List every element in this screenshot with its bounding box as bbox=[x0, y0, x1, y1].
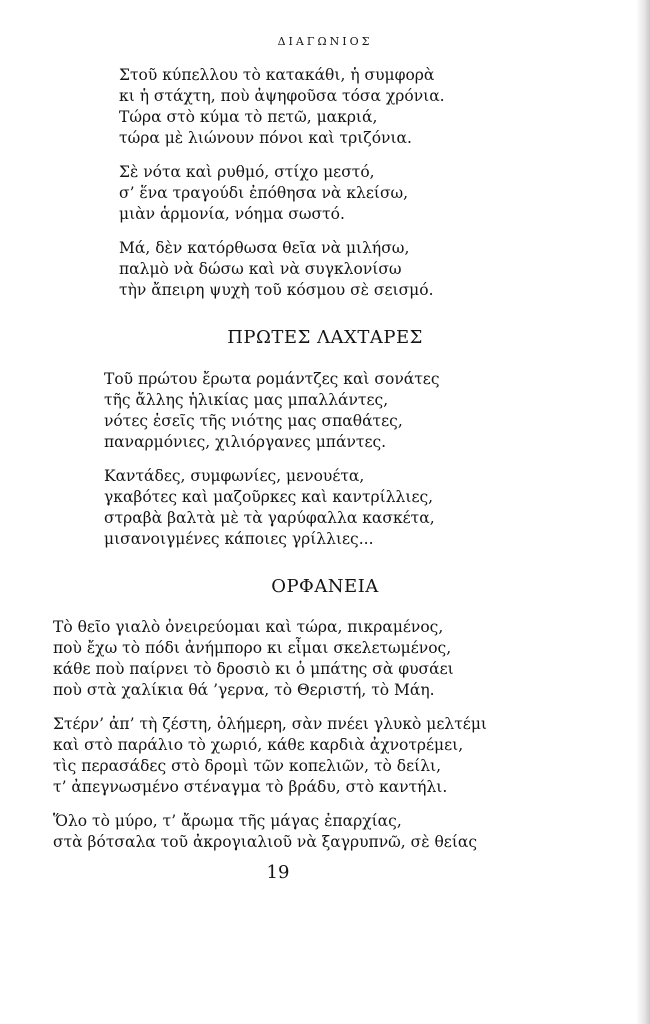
poem-line: Στοῦ κύπελλου τὸ κατακάθι, ἡ συμφορὰ bbox=[119, 66, 435, 84]
poem-line: ποὺ στὰ χαλίκια θά ’γερνα, τὸ Θεριστή, τὸ Μάη. bbox=[53, 681, 435, 699]
poem-line: τῆς ἄλλης ἡλικίας μας μπαλλάντες, bbox=[104, 391, 389, 409]
poem-line: παναρμόνιες, χιλιόργανες μπάντες. bbox=[104, 433, 387, 451]
poem-line: Στέρν’ ἀπ’ τὴ ζέστη, ὁλήμερη, σὰν πνέει γλυκὸ μελτέμι bbox=[53, 715, 487, 733]
poem-line: τ’ ἀπεγνωσμένο στέναγμα τὸ βράδυ, στὸ καντήλι. bbox=[53, 778, 448, 796]
poem-line: Σὲ νότα καὶ ρυθμό, στίχο μεστό, bbox=[119, 163, 375, 181]
poem-line: ποὺ ἔχω τὸ πόδι ἀνήμπορο κι εἶμαι σκελετωμένος, bbox=[53, 639, 452, 657]
poem-line: Μά, δὲν κατόρθωσα θεῖα νὰ μιλήσω, bbox=[119, 239, 410, 257]
poem-title: ΟΡΦΑΝΕΙΑ bbox=[271, 576, 379, 597]
poem-line: Τώρα στὸ κύμα τὸ πετῶ, μακριά, bbox=[119, 108, 378, 126]
running-head: ΔΙΑΓΩΝΙΟΣ bbox=[277, 35, 373, 48]
poem-line: μισανοιγμένες κάποιες γρίλλιες... bbox=[104, 530, 374, 548]
poem-line: μιὰν ἁρμονία, νόημα σωστό. bbox=[119, 205, 345, 223]
poem-line: στραβὰ βαλτὰ μὲ τὰ γαρύφαλλα κασκέτα, bbox=[104, 509, 435, 527]
poem-line: τὴν ἄπειρη ψυχὴ τοῦ κόσμου σὲ σεισμό. bbox=[119, 281, 434, 299]
poem-line: Καντάδες, συμφωνίες, μενουέτα, bbox=[104, 467, 365, 485]
poem-line: κι ἡ στάχτη, ποὺ ἀψηφοῦσα τόσα χρόνια. bbox=[119, 87, 445, 105]
poem-line: καὶ στὸ παράλιο τὸ χωριό, κάθε καρδιὰ ἀχνοτρέμει, bbox=[53, 736, 464, 754]
poem-title: ΠΡΩΤΕΣ ΛΑΧΤΑΡΕΣ bbox=[227, 327, 423, 348]
poem-line: Τοῦ πρώτου ἔρωτα ρομάντζες καὶ σονάτες bbox=[104, 370, 440, 388]
poem-line: στὰ βότσαλα τοῦ ἀκρογιαλιοῦ νὰ ξαγρυπνῶ, σὲ θείας bbox=[53, 833, 478, 851]
poem-line: τὶς περασάδες στὸ δρομὶ τῶν κοπελιῶν, τὸ δείλι, bbox=[53, 757, 442, 775]
poem-line: Τὸ θεῖο γιαλὸ ὀνειρεύομαι καὶ τώρα, πικραμένος, bbox=[53, 618, 444, 636]
poem-line: νότες ἐσεῖς τῆς νιότης μας σπαθάτες, bbox=[104, 412, 403, 430]
poem-line: Ὅλο τὸ μύρο, τ’ ἄρωμα τῆς μάγας ἐπαρχίας, bbox=[53, 812, 402, 830]
poem-line: γκαβότες καὶ μαζοῦρκες καὶ καντρίλλιες, bbox=[104, 488, 434, 506]
poem-line: παλμὸ νὰ δώσω καὶ νὰ συγκλονίσω bbox=[119, 260, 402, 278]
poem-line: κάθε ποὺ παίρνει τὸ δροσιὸ κι ὁ μπάτης σὰ φυσάει bbox=[53, 660, 454, 678]
page-number: 19 bbox=[266, 862, 290, 883]
poem-line: σ’ ἕνα τραγούδι ἐπόθησα νὰ κλείσω, bbox=[119, 184, 409, 202]
poem-line: τώρα μὲ λιώνουν πόνοι καὶ τριζόνια. bbox=[119, 129, 412, 147]
page-edge-shadow bbox=[636, 0, 650, 1024]
